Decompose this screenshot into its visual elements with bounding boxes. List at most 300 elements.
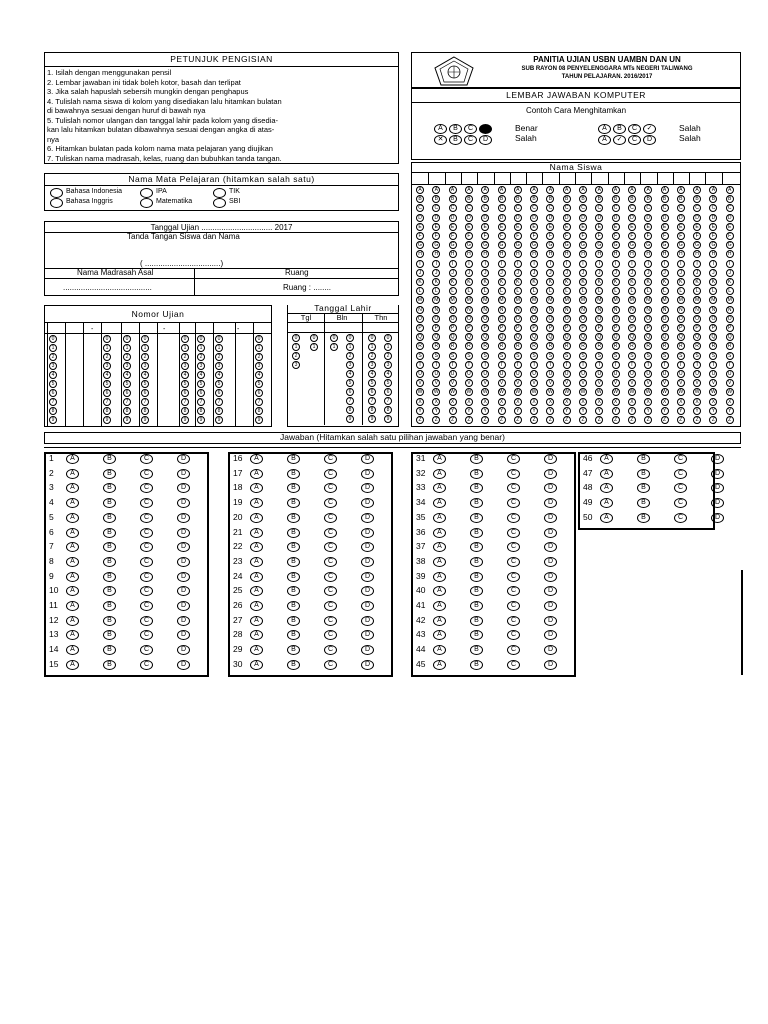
letter-bubble[interactable]: K (677, 278, 685, 286)
letter-bubble[interactable]: U (432, 370, 440, 378)
letter-bubble[interactable]: J (563, 269, 571, 277)
answer-option-bubble[interactable]: D (177, 498, 190, 508)
letter-bubble[interactable]: Z (661, 416, 669, 424)
letter-bubble[interactable]: N (709, 306, 717, 314)
letter-bubble[interactable]: V (498, 379, 506, 387)
answer-option-bubble[interactable]: D (544, 483, 557, 493)
letter-bubble[interactable]: N (546, 306, 554, 314)
digit-bubble[interactable]: 1 (197, 344, 205, 352)
letter-bubble[interactable]: D (432, 214, 440, 222)
subject-bubble[interactable] (140, 188, 153, 198)
answer-option-bubble[interactable]: D (711, 469, 724, 479)
letter-bubble[interactable]: C (449, 204, 457, 212)
letter-bubble[interactable]: U (481, 370, 489, 378)
letter-bubble[interactable]: Q (481, 333, 489, 341)
digit-bubble[interactable]: 6 (384, 388, 392, 396)
letter-bubble[interactable]: K (579, 278, 587, 286)
letter-bubble[interactable]: E (595, 223, 603, 231)
letter-bubble[interactable]: Y (595, 407, 603, 415)
answer-option-bubble[interactable]: D (177, 483, 190, 493)
letter-bubble[interactable]: W (711, 389, 716, 396)
letter-bubble[interactable]: K (481, 278, 489, 286)
letter-bubble[interactable]: O (563, 315, 571, 323)
letter-bubble[interactable]: P (432, 324, 440, 332)
letter-bubble[interactable]: B (498, 195, 506, 203)
answer-option-bubble[interactable]: C (507, 645, 520, 655)
letter-bubble[interactable]: H (416, 250, 424, 258)
answer-option-bubble[interactable]: C (140, 601, 153, 611)
letter-bubble[interactable]: O (693, 315, 701, 323)
answer-option-bubble[interactable]: A (250, 542, 263, 552)
letter-bubble[interactable]: Y (579, 407, 587, 415)
letter-bubble[interactable]: B (514, 195, 522, 203)
letter-bubble[interactable]: H (498, 250, 506, 258)
letter-bubble[interactable]: C (465, 204, 473, 212)
letter-bubble[interactable]: Y (661, 407, 669, 415)
letter-bubble[interactable]: P (595, 324, 603, 332)
letter-bubble[interactable]: J (612, 269, 620, 277)
letter-bubble[interactable]: Z (465, 416, 473, 424)
letter-bubble[interactable]: W (531, 389, 537, 396)
letter-bubble[interactable]: D (449, 214, 457, 222)
answer-option-bubble[interactable]: C (507, 528, 520, 538)
letter-bubble[interactable]: U (416, 370, 424, 378)
letter-bubble[interactable]: C (481, 204, 489, 212)
digit-bubble[interactable]: 8 (197, 407, 205, 415)
letter-bubble[interactable]: S (465, 352, 473, 360)
answer-option-bubble[interactable]: B (103, 469, 116, 479)
answer-option-bubble[interactable]: A (250, 660, 263, 670)
answer-option-bubble[interactable]: D (544, 630, 557, 640)
letter-bubble[interactable]: S (563, 352, 571, 360)
letter-bubble[interactable]: O (661, 315, 669, 323)
letter-bubble[interactable]: B (612, 195, 620, 203)
letter-bubble[interactable]: L (661, 287, 669, 295)
letter-bubble[interactable]: X (465, 398, 473, 406)
letter-bubble[interactable]: C (416, 204, 424, 212)
letter-bubble[interactable]: P (563, 324, 571, 332)
answer-option-bubble[interactable]: B (103, 528, 116, 538)
answer-option-bubble[interactable]: D (544, 454, 557, 464)
digit-bubble[interactable]: 2 (141, 353, 149, 361)
letter-bubble[interactable]: S (514, 352, 522, 360)
letter-bubble[interactable]: D (498, 214, 506, 222)
letter-bubble[interactable]: A (661, 186, 669, 194)
letter-bubble[interactable]: I (693, 260, 701, 268)
letter-bubble[interactable]: Y (449, 407, 457, 415)
letter-bubble[interactable]: H (644, 250, 652, 258)
letter-bubble[interactable]: P (644, 324, 652, 332)
letter-bubble[interactable]: L (432, 287, 440, 295)
letter-bubble[interactable]: F (661, 232, 669, 240)
letter-bubble[interactable]: E (481, 223, 489, 231)
letter-bubble[interactable]: I (481, 260, 489, 268)
letter-bubble[interactable]: A (644, 186, 652, 194)
letter-bubble[interactable]: P (514, 324, 522, 332)
letter-bubble[interactable]: Y (644, 407, 652, 415)
answer-option-bubble[interactable]: A (433, 616, 446, 626)
letter-bubble[interactable]: V (432, 379, 440, 387)
answer-option-bubble[interactable]: A (250, 557, 263, 567)
letter-bubble[interactable]: F (644, 232, 652, 240)
letter-bubble[interactable]: Z (595, 416, 603, 424)
answer-option-bubble[interactable]: B (103, 498, 116, 508)
answer-option-bubble[interactable]: C (507, 513, 520, 523)
letter-bubble[interactable]: F (498, 232, 506, 240)
letter-bubble[interactable]: P (546, 324, 554, 332)
letter-bubble[interactable]: Q (693, 333, 701, 341)
answer-option-bubble[interactable]: C (674, 498, 687, 508)
letter-bubble[interactable]: C (644, 204, 652, 212)
letter-bubble[interactable]: S (677, 352, 685, 360)
letter-bubble[interactable]: O (530, 315, 538, 323)
answer-option-bubble[interactable]: C (324, 542, 337, 552)
letter-bubble[interactable]: G (432, 241, 440, 249)
letter-bubble[interactable]: A (612, 186, 620, 194)
letter-bubble[interactable]: Y (465, 407, 473, 415)
letter-bubble[interactable]: J (465, 269, 473, 277)
letter-bubble[interactable]: X (661, 398, 669, 406)
digit-bubble[interactable]: 3 (384, 361, 392, 369)
letter-bubble[interactable]: A (481, 186, 489, 194)
letter-bubble[interactable]: H (693, 250, 701, 258)
answer-option-bubble[interactable]: B (287, 645, 300, 655)
letter-bubble[interactable]: S (628, 352, 636, 360)
answer-option-bubble[interactable]: B (470, 528, 483, 538)
letter-bubble[interactable]: K (530, 278, 538, 286)
answer-option-bubble[interactable]: D (544, 557, 557, 567)
answer-option-bubble[interactable]: D (361, 601, 374, 611)
answer-option-bubble[interactable]: C (140, 586, 153, 596)
digit-bubble[interactable]: 6 (123, 389, 131, 397)
letter-bubble[interactable]: X (546, 398, 554, 406)
letter-bubble[interactable]: X (530, 398, 538, 406)
letter-bubble[interactable]: U (726, 370, 734, 378)
letter-bubble[interactable]: R (432, 342, 440, 350)
digit-bubble[interactable]: 7 (141, 398, 149, 406)
answer-option-bubble[interactable]: C (140, 483, 153, 493)
answer-option-bubble[interactable]: C (507, 542, 520, 552)
answer-option-bubble[interactable]: C (324, 630, 337, 640)
answer-option-bubble[interactable]: D (177, 572, 190, 582)
letter-bubble[interactable]: G (644, 241, 652, 249)
letter-bubble[interactable]: E (612, 223, 620, 231)
answer-option-bubble[interactable]: D (711, 498, 724, 508)
letter-bubble[interactable]: S (726, 352, 734, 360)
letter-bubble[interactable]: K (546, 278, 554, 286)
letter-bubble[interactable]: R (644, 342, 652, 350)
answer-option-bubble[interactable]: C (324, 660, 337, 670)
answer-option-bubble[interactable]: D (361, 528, 374, 538)
digit-bubble[interactable]: 3 (215, 362, 223, 370)
digit-bubble[interactable]: 8 (368, 406, 376, 414)
letter-bubble[interactable]: H (677, 250, 685, 258)
letter-bubble[interactable]: I (498, 260, 506, 268)
letter-bubble[interactable]: U (449, 370, 457, 378)
letter-bubble[interactable]: B (416, 195, 424, 203)
letter-bubble[interactable]: G (530, 241, 538, 249)
letter-bubble[interactable]: Y (726, 407, 734, 415)
letter-bubble[interactable]: U (498, 370, 506, 378)
letter-bubble[interactable]: C (432, 204, 440, 212)
letter-bubble[interactable]: C (514, 204, 522, 212)
answer-option-bubble[interactable]: B (287, 630, 300, 640)
letter-bubble[interactable]: G (498, 241, 506, 249)
letter-bubble[interactable]: G (465, 241, 473, 249)
letter-bubble[interactable]: X (612, 398, 620, 406)
digit-bubble[interactable]: 9 (346, 415, 354, 423)
letter-bubble[interactable]: G (449, 241, 457, 249)
letter-bubble[interactable]: U (514, 370, 522, 378)
letter-bubble[interactable]: V (709, 379, 717, 387)
letter-bubble[interactable]: I (546, 260, 554, 268)
digit-bubble[interactable]: 5 (49, 380, 57, 388)
answer-option-bubble[interactable]: B (287, 454, 300, 464)
digit-bubble[interactable]: 2 (181, 353, 189, 361)
letter-bubble[interactable]: L (546, 287, 554, 295)
letter-bubble[interactable]: J (449, 269, 457, 277)
digit-bubble[interactable]: 4 (141, 371, 149, 379)
letter-bubble[interactable]: W (645, 389, 651, 396)
letter-bubble[interactable]: Q (628, 333, 636, 341)
letter-bubble[interactable]: Q (612, 333, 620, 341)
letter-bubble[interactable]: O (481, 315, 489, 323)
digit-bubble[interactable]: 9 (368, 415, 376, 423)
answer-option-bubble[interactable]: A (250, 469, 263, 479)
answer-option-bubble[interactable]: A (66, 557, 79, 567)
answer-option-bubble[interactable]: B (287, 528, 300, 538)
letter-bubble[interactable]: Q (579, 333, 587, 341)
letter-bubble[interactable]: Z (563, 416, 571, 424)
answer-option-bubble[interactable]: C (674, 454, 687, 464)
digit-bubble[interactable]: 5 (215, 380, 223, 388)
answer-option-bubble[interactable]: A (250, 483, 263, 493)
letter-bubble[interactable]: X (579, 398, 587, 406)
answer-option-bubble[interactable]: A (66, 586, 79, 596)
answer-option-bubble[interactable]: B (637, 483, 650, 493)
digit-bubble[interactable]: 1 (384, 343, 392, 351)
letter-bubble[interactable]: R (465, 342, 473, 350)
answer-option-bubble[interactable]: A (433, 498, 446, 508)
answer-option-bubble[interactable]: C (507, 469, 520, 479)
answer-option-bubble[interactable]: A (433, 586, 446, 596)
letter-bubble[interactable]: M (564, 297, 569, 304)
letter-bubble[interactable]: L (628, 287, 636, 295)
letter-bubble[interactable]: S (498, 352, 506, 360)
letter-bubble[interactable]: Y (563, 407, 571, 415)
answer-option-bubble[interactable]: C (324, 483, 337, 493)
letter-bubble[interactable]: T (661, 361, 669, 369)
answer-option-bubble[interactable]: D (361, 469, 374, 479)
letter-bubble[interactable]: Q (465, 333, 473, 341)
letter-bubble[interactable]: P (530, 324, 538, 332)
answer-option-bubble[interactable]: B (470, 483, 483, 493)
letter-bubble[interactable]: Y (530, 407, 538, 415)
letter-bubble[interactable]: P (661, 324, 669, 332)
letter-bubble[interactable]: S (709, 352, 717, 360)
answer-option-bubble[interactable]: B (287, 557, 300, 567)
answer-option-bubble[interactable]: A (250, 601, 263, 611)
digit-bubble[interactable]: 7 (384, 397, 392, 405)
letter-bubble[interactable]: Z (612, 416, 620, 424)
letter-bubble[interactable]: O (612, 315, 620, 323)
letter-bubble[interactable]: E (416, 223, 424, 231)
answer-option-bubble[interactable]: A (66, 528, 79, 538)
letter-bubble[interactable]: I (579, 260, 587, 268)
letter-bubble[interactable]: T (465, 361, 473, 369)
digit-bubble[interactable]: 1 (181, 344, 189, 352)
letter-bubble[interactable]: D (416, 214, 424, 222)
answer-option-bubble[interactable]: C (507, 586, 520, 596)
answer-option-bubble[interactable]: A (66, 469, 79, 479)
letter-bubble[interactable]: X (677, 398, 685, 406)
digit-bubble[interactable]: 6 (255, 389, 263, 397)
letter-bubble[interactable]: Y (432, 407, 440, 415)
answer-option-bubble[interactable]: A (66, 572, 79, 582)
letter-bubble[interactable]: F (449, 232, 457, 240)
letter-bubble[interactable]: Y (677, 407, 685, 415)
room-field[interactable]: Ruang : ........ (283, 283, 332, 292)
digit-bubble[interactable]: 7 (103, 398, 111, 406)
digit-bubble[interactable]: 0 (368, 334, 376, 342)
digit-bubble[interactable]: 6 (49, 389, 57, 397)
digit-bubble[interactable]: 8 (181, 407, 189, 415)
letter-bubble[interactable]: E (530, 223, 538, 231)
digit-bubble[interactable]: 9 (197, 416, 205, 424)
letter-bubble[interactable]: N (661, 306, 669, 314)
letter-bubble[interactable]: L (726, 287, 734, 295)
letter-bubble[interactable]: P (498, 324, 506, 332)
answer-option-bubble[interactable]: D (177, 586, 190, 596)
letter-bubble[interactable]: B (644, 195, 652, 203)
digit-bubble[interactable]: 7 (49, 398, 57, 406)
letter-bubble[interactable]: F (693, 232, 701, 240)
answer-option-bubble[interactable]: A (433, 469, 446, 479)
letter-bubble[interactable]: R (579, 342, 587, 350)
letter-bubble[interactable]: E (432, 223, 440, 231)
letter-bubble[interactable]: N (595, 306, 603, 314)
letter-bubble[interactable]: W (629, 389, 635, 396)
digit-bubble[interactable]: 4 (181, 371, 189, 379)
letter-bubble[interactable]: B (595, 195, 603, 203)
digit-bubble[interactable]: 4 (384, 370, 392, 378)
letter-bubble[interactable]: E (726, 223, 734, 231)
letter-bubble[interactable]: J (546, 269, 554, 277)
letter-bubble[interactable]: L (644, 287, 652, 295)
letter-bubble[interactable]: Q (498, 333, 506, 341)
letter-bubble[interactable]: L (595, 287, 603, 295)
letter-bubble[interactable]: H (628, 250, 636, 258)
letter-bubble[interactable]: O (432, 315, 440, 323)
digit-bubble[interactable]: 3 (181, 362, 189, 370)
letter-bubble[interactable]: A (465, 186, 473, 194)
answer-option-bubble[interactable]: C (324, 454, 337, 464)
letter-bubble[interactable]: L (693, 287, 701, 295)
letter-bubble[interactable]: D (546, 214, 554, 222)
letter-bubble[interactable]: T (595, 361, 603, 369)
letter-bubble[interactable]: H (612, 250, 620, 258)
answer-option-bubble[interactable]: D (361, 557, 374, 567)
letter-bubble[interactable]: R (595, 342, 603, 350)
letter-bubble[interactable]: Z (498, 416, 506, 424)
letter-bubble[interactable]: O (595, 315, 603, 323)
digit-bubble[interactable]: 2 (292, 352, 300, 360)
answer-option-bubble[interactable]: B (470, 616, 483, 626)
letter-bubble[interactable]: E (628, 223, 636, 231)
letter-bubble[interactable]: M (434, 297, 439, 304)
digit-bubble[interactable]: 9 (215, 416, 223, 424)
letter-bubble[interactable]: F (465, 232, 473, 240)
answer-option-bubble[interactable]: A (433, 483, 446, 493)
letter-bubble[interactable]: I (563, 260, 571, 268)
letter-bubble[interactable]: V (726, 379, 734, 387)
answer-option-bubble[interactable]: B (470, 454, 483, 464)
letter-bubble[interactable]: I (416, 260, 424, 268)
letter-bubble[interactable]: E (449, 223, 457, 231)
letter-bubble[interactable]: V (514, 379, 522, 387)
letter-bubble[interactable]: H (530, 250, 538, 258)
letter-bubble[interactable]: T (449, 361, 457, 369)
letter-bubble[interactable]: G (416, 241, 424, 249)
letter-bubble[interactable]: M (499, 297, 504, 304)
answer-option-bubble[interactable]: A (600, 483, 613, 493)
answer-option-bubble[interactable]: C (507, 660, 520, 670)
letter-bubble[interactable]: K (595, 278, 603, 286)
letter-bubble[interactable]: U (709, 370, 717, 378)
letter-bubble[interactable]: F (726, 232, 734, 240)
letter-bubble[interactable]: A (726, 186, 734, 194)
letter-bubble[interactable]: Q (595, 333, 603, 341)
digit-bubble[interactable]: 0 (346, 334, 354, 342)
letter-bubble[interactable]: W (433, 389, 439, 396)
answer-option-bubble[interactable]: C (674, 469, 687, 479)
letter-bubble[interactable]: F (563, 232, 571, 240)
letter-bubble[interactable]: W (613, 389, 618, 396)
letter-bubble[interactable]: W (727, 389, 733, 396)
letter-bubble[interactable]: O (579, 315, 587, 323)
letter-bubble[interactable]: V (595, 379, 603, 387)
answer-option-bubble[interactable]: C (140, 645, 153, 655)
letter-bubble[interactable]: Y (416, 407, 424, 415)
digit-bubble[interactable]: 6 (215, 389, 223, 397)
letter-bubble[interactable]: Q (563, 333, 571, 341)
letter-bubble[interactable]: E (677, 223, 685, 231)
letter-bubble[interactable]: G (726, 241, 734, 249)
letter-bubble[interactable]: X (498, 398, 506, 406)
letter-bubble[interactable]: V (612, 379, 620, 387)
letter-bubble[interactable]: D (677, 214, 685, 222)
letter-bubble[interactable]: W (564, 389, 570, 396)
letter-bubble[interactable]: P (449, 324, 457, 332)
letter-bubble[interactable]: Z (530, 416, 538, 424)
answer-option-bubble[interactable]: D (177, 630, 190, 640)
digit-bubble[interactable]: 0 (384, 334, 392, 342)
letter-bubble[interactable]: G (481, 241, 489, 249)
answer-option-bubble[interactable]: D (361, 542, 374, 552)
letter-bubble[interactable]: V (416, 379, 424, 387)
letter-bubble[interactable]: V (579, 379, 587, 387)
letter-bubble[interactable]: T (579, 361, 587, 369)
letter-bubble[interactable]: C (595, 204, 603, 212)
answer-option-bubble[interactable]: A (66, 660, 79, 670)
digit-bubble[interactable]: 2 (103, 353, 111, 361)
letter-bubble[interactable]: E (498, 223, 506, 231)
letter-bubble[interactable]: T (726, 361, 734, 369)
answer-option-bubble[interactable]: B (637, 454, 650, 464)
answer-option-bubble[interactable]: A (66, 630, 79, 640)
digit-bubble[interactable]: 8 (346, 406, 354, 414)
letter-bubble[interactable]: Z (726, 416, 734, 424)
